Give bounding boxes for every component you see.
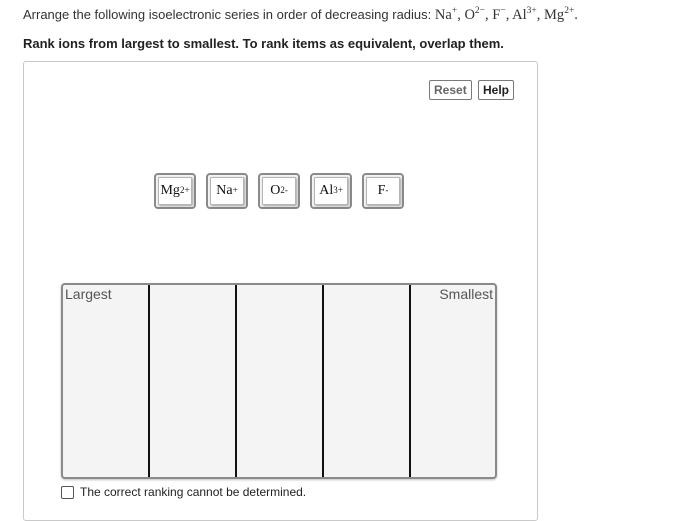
series-ion-base: Al — [512, 7, 527, 23]
series-separator: , — [485, 7, 493, 23]
series-separator: , — [536, 7, 545, 23]
ion-symbol: F — [377, 183, 386, 198]
series-ion — [435, 7, 457, 23]
ranking-instruction: Rank ions from largest to smallest. To rank items as equivalent, overlap them. — [23, 36, 504, 51]
ion-symbol: O — [270, 183, 281, 198]
series-ion-charge: − — [500, 6, 506, 17]
rank-slot-divider — [322, 285, 324, 477]
help-button[interactable]: Help — [478, 80, 514, 100]
ranking-panel — [23, 61, 538, 521]
ion-tile-na[interactable] — [206, 173, 248, 209]
cannot-determine-checkbox[interactable] — [61, 486, 74, 499]
ion-symbol: Na — [216, 183, 233, 198]
cannot-determine-option[interactable] — [61, 485, 306, 499]
series-ion-base: Mg — [544, 7, 565, 23]
ion-tile-face: Al $^{3+}$ — [314, 177, 348, 205]
series-ion-base: O — [464, 7, 475, 23]
series-ion — [512, 7, 537, 23]
series-separator: , — [457, 7, 465, 23]
series-ion-charge: 3+ — [526, 6, 537, 17]
ranking-area[interactable] — [61, 283, 497, 479]
ion-tile-f[interactable] — [362, 173, 404, 209]
smallest-label: Smallest — [439, 286, 493, 302]
ion-tile-o[interactable] — [258, 173, 300, 209]
ion-tile-face: F - — [366, 177, 400, 205]
rank-slot-divider — [148, 285, 150, 477]
cannot-determine-label: The correct ranking cannot be determined. — [80, 485, 307, 499]
reset-button[interactable]: Reset — [429, 80, 472, 100]
ion-tile-al[interactable] — [310, 173, 352, 209]
series-ion-charge: + — [451, 6, 458, 17]
prompt-text: Arrange the following isoelectronic series in order of decreasing radius: — [23, 7, 432, 22]
ion-symbol: Al — [319, 183, 334, 198]
series-ion-charge: 2− — [474, 6, 486, 17]
series-end-punct: . — [574, 7, 578, 23]
question-prompt — [23, 7, 578, 24]
ion-tile-mg[interactable] — [154, 173, 196, 209]
series-ion-base: F — [492, 7, 501, 23]
ion-series — [435, 7, 578, 23]
series-separator: , — [505, 7, 513, 23]
series-ion — [492, 7, 505, 23]
ion-tile-face: O $^{2-}$ — [262, 177, 296, 205]
largest-label: Largest — [65, 286, 112, 302]
ion-tile-face: Na + — [210, 177, 244, 205]
ion-symbol: Mg — [160, 183, 180, 198]
series-ion-base: Na — [434, 7, 452, 23]
series-ion — [544, 7, 574, 23]
series-ion-charge: 2+ — [564, 6, 575, 17]
rank-slot-divider — [409, 285, 411, 477]
rank-slot-divider — [235, 285, 237, 477]
series-ion — [464, 7, 485, 23]
ion-tile-face: Mg $^{2+}$ — [158, 177, 192, 205]
